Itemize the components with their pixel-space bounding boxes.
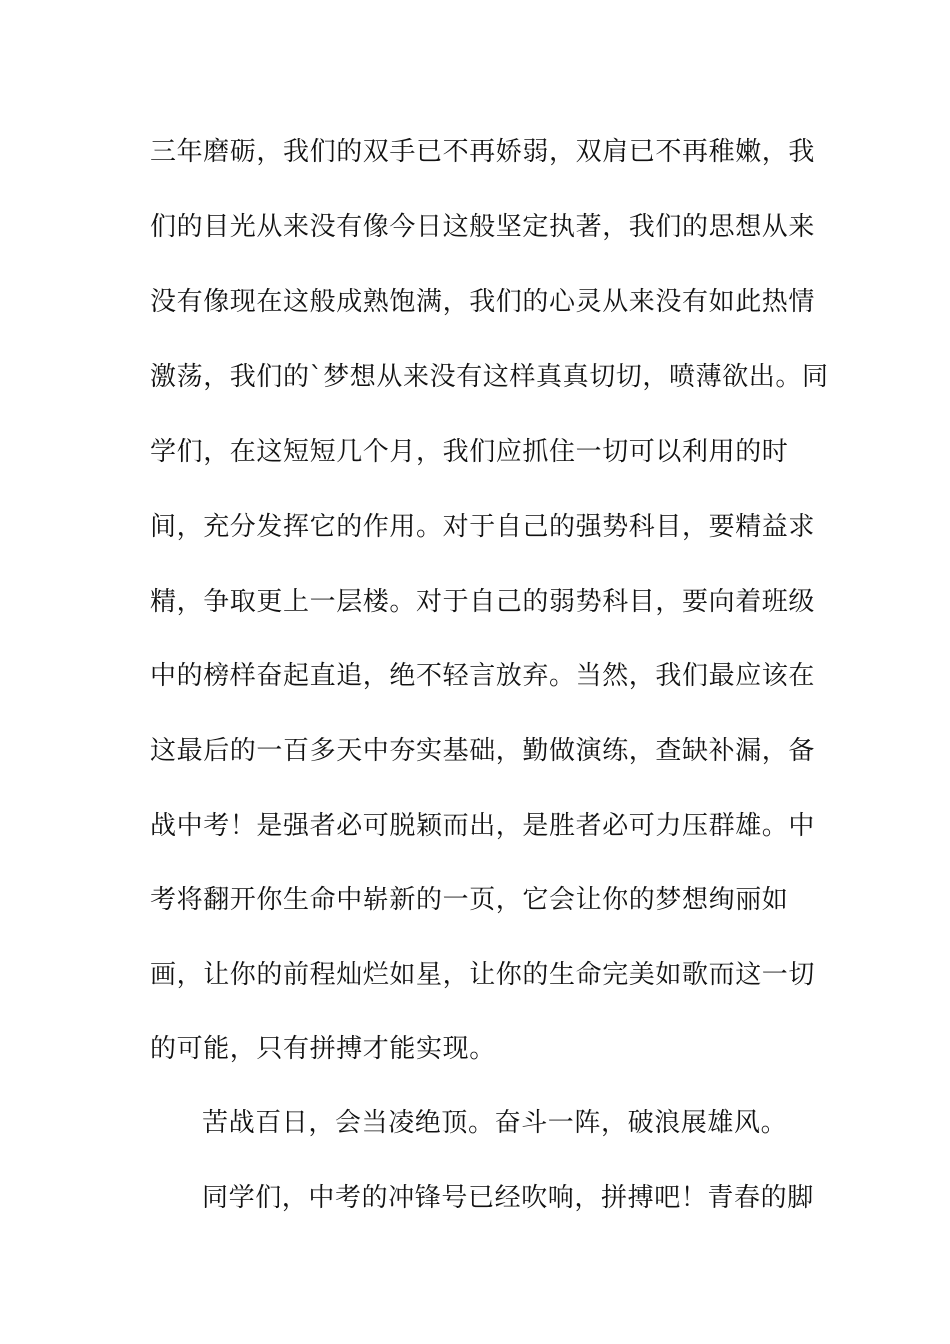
paragraph-1-line-12: 画，让你的前程灿烂如星，让你的生命完美如歌而这一切 (150, 960, 816, 990)
paragraph-1-line-9: 这最后的一百多天中夯实基础，勤做演练，查缺补漏，备 (150, 736, 816, 766)
paragraph-1-line-10: 战中考！是强者必可脱颖而出，是胜者必可力压群雄。中 (150, 811, 816, 841)
paragraph-1-line-11: 考将翻开你生命中崭新的一页，它会让你的梦想绚丽如 (150, 885, 789, 915)
paragraph-1-line-2: 们的目光从来没有像今日这般坚定执著，我们的思想从来 (150, 212, 816, 242)
paragraph-2: 苦战百日，会当凌绝顶。奋斗一阵，破浪展雄风。 (202, 1108, 788, 1138)
paragraph-1-line-13: 的可能，只有拼搏才能实现。 (150, 1034, 496, 1064)
paragraph-1-line-4: 激荡，我们的`梦想从来没有这样真真切切，喷薄欲出。同 (150, 362, 829, 392)
paragraph-1-line-5: 学们，在这短短几个月，我们应抓住一切可以利用的时 (150, 437, 789, 467)
paragraph-1-line-6: 间，充分发挥它的作用。对于自己的强势科目，要精益求 (150, 512, 816, 542)
paragraph-1-line-3: 没有像现在这般成熟饱满，我们的心灵从来没有如此热情 (150, 287, 816, 317)
paragraph-3-line-1: 同学们，中考的冲锋号已经吹响，拼搏吧！青春的脚 (202, 1183, 814, 1213)
paragraph-1-line-8: 中的榜样奋起直追，绝不轻言放弃。当然，我们最应该在 (150, 661, 816, 691)
paragraph-1-line-1: 三年磨砺，我们的双手已不再娇弱，双肩已不再稚嫩，我 (150, 137, 816, 167)
paragraph-1-line-7: 精，争取更上一层楼。对于自己的弱势科目，要向着班级 (150, 587, 816, 617)
